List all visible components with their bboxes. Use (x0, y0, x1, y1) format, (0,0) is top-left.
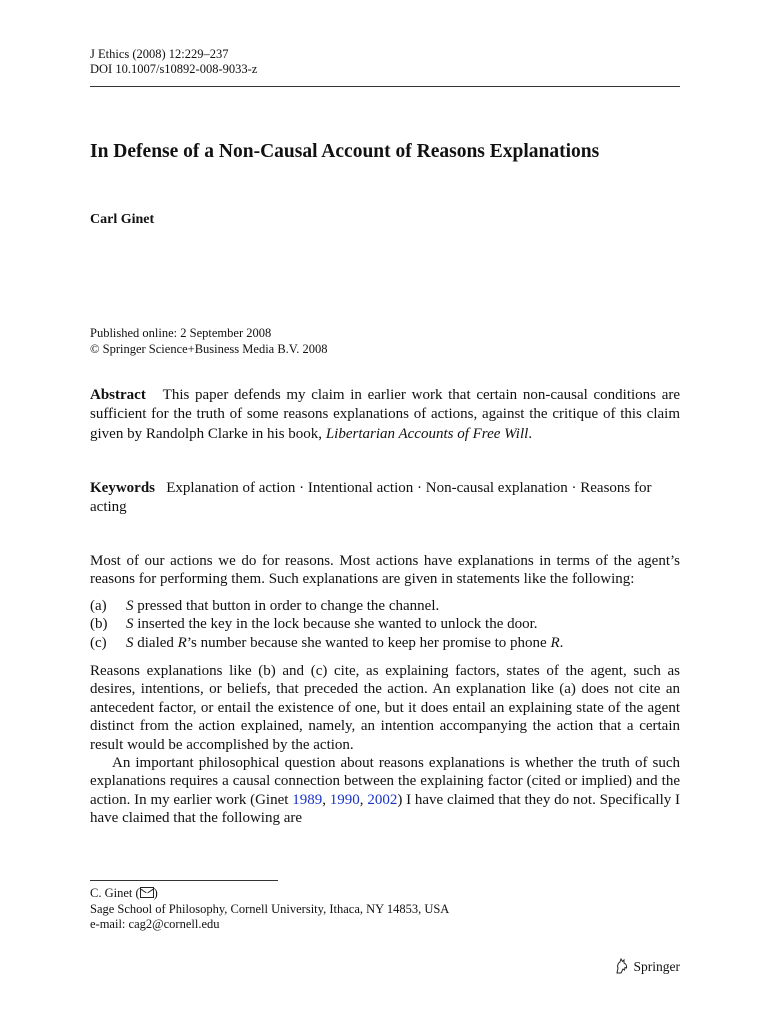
separator: , (322, 791, 330, 808)
publisher-name: Springer (633, 958, 680, 974)
paragraph-2: Reasons explanations like (b) and (c) cite, as explaining factors, states of the agent, such as desires, intentions, or beliefs, that preceded the action. An explanation like (a) does not cite an antecedent factor, or entail the existence of one, but it does entail an explaining state of the agent distinct from the action explained, namely, an intention accompanying the action that a certain result would be accomplished by the action. (90, 663, 680, 753)
paper-page (90, 0, 680, 1024)
journal-citation: J Ethics (2008) 12:229–237 (90, 47, 229, 61)
list-label: (c) (90, 634, 107, 651)
published-date: Published online: 2 September 2008 (90, 326, 272, 340)
doi: DOI 10.1007/s10892-008-9033-z (90, 62, 258, 76)
footnote-rule (90, 880, 278, 881)
variable-r: R (177, 634, 187, 651)
variable-r: R (550, 634, 560, 651)
envelope-icon[interactable] (140, 887, 154, 898)
variable-s: S (126, 597, 134, 614)
list-mid: ’s number because she wanted to keep her promise to phone (186, 634, 551, 651)
abstract-book-title: Libertarian Accounts of Free Will (325, 425, 529, 442)
variable-s: S (126, 616, 134, 633)
journal-info (90, 47, 257, 77)
header-rule (90, 86, 680, 87)
copyright: © Springer Science+Business Media B.V. 2008 (90, 341, 328, 356)
paragraph-3 (90, 754, 680, 828)
publication-info (90, 326, 327, 357)
list-text (126, 597, 439, 615)
list-end: . (559, 634, 564, 651)
citation-link-2002[interactable]: 2002 (367, 791, 398, 808)
article-title: In Defense of a Non-Causal Account of Reasons Explanations (90, 141, 600, 162)
author-footnote (90, 886, 449, 933)
abstract-text: This paper defends my claim in earlier work that certain non-causal conditions are sufficient for the truth of some reasons explanations of actions, against the critique of this claim given by Randolph Clarke in his book, (90, 387, 681, 442)
body-text (90, 552, 680, 828)
separator: , (359, 791, 368, 808)
springer-horse-icon (614, 958, 630, 975)
paragraph-1: Most of our actions we do for reasons. Most actions have explanations in terms of the agent’s reasons for performing them. Such explanations are given in statements like the following: (90, 553, 680, 588)
example-list (90, 597, 680, 652)
paragraph-3-end: ) I have claimed that they do not. Specifically I have claimed that the following are (90, 791, 681, 827)
list-item (90, 597, 680, 615)
article-author: Carl Ginet (90, 212, 155, 227)
abstract-label: Abstract (90, 387, 146, 403)
footnote-author (90, 886, 449, 902)
list-text (126, 634, 563, 652)
list-rest: inserted the key in the lock because she wanted to unlock the door. (133, 616, 538, 633)
abstract-end: . (528, 425, 533, 442)
footnote-affiliation: Sage School of Philosophy, Cornell University, Ithaca, NY 14853, USA (90, 901, 450, 916)
paragraph-3-start: An important philosophical question about reasons explanations is whether the truth of such explanations requires a causal connection between the explaining factor (cited or implied) and the action. In my earlier work (Ginet (90, 755, 680, 808)
list-item (90, 634, 680, 652)
citation-link-1989[interactable]: 1989 (292, 791, 323, 808)
list-rest: dialed (133, 634, 178, 651)
footnote-author-close: ) (153, 886, 158, 900)
abstract (90, 386, 680, 444)
citation-link-1990[interactable]: 1990 (329, 791, 360, 808)
variable-s: S (126, 634, 134, 651)
list-rest: pressed that button in order to change the channel. (133, 597, 440, 614)
publisher-logo (614, 958, 681, 975)
footnote-email[interactable]: e-mail: cag2@cornell.edu (90, 917, 220, 932)
list-label: (a) (90, 597, 107, 614)
list-item (90, 615, 680, 633)
keywords-text: Explanation of action · Intentional action · Non-causal explanation · Reasons for acting (90, 480, 652, 516)
list-label: (b) (90, 616, 108, 633)
list-text (126, 615, 538, 633)
keywords (90, 479, 680, 518)
keywords-label: Keywords (90, 480, 155, 496)
footnote-author-name: C. Ginet ( (90, 886, 140, 900)
